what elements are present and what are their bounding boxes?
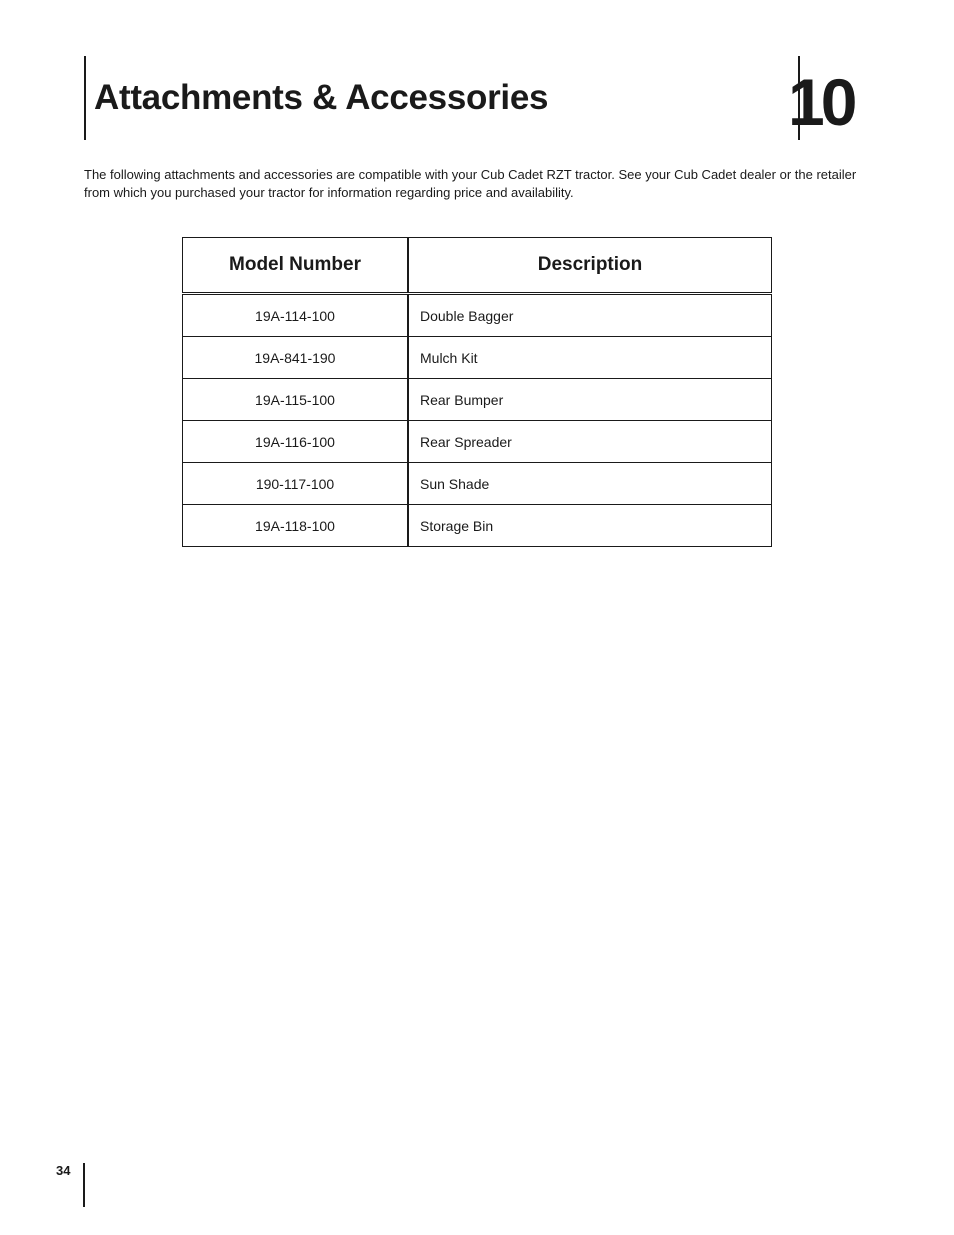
column-header-model-number: Model Number xyxy=(183,238,409,294)
page-number-rule xyxy=(83,1163,85,1207)
page-title: Attachments & Accessories xyxy=(94,78,549,117)
column-header-description: Description xyxy=(408,238,772,294)
table-row xyxy=(183,463,772,505)
table-row xyxy=(183,421,772,463)
intro-paragraph: The following attachments and accessories are compatible with your Cub Cadet RZT tractor. See your Cub Cadet dealer or the retailer from which you purchased your tractor for information regarding price and availability. xyxy=(84,167,857,200)
table-row xyxy=(183,294,772,337)
chapter-number: 10 xyxy=(788,65,854,139)
description-cell: Storage Bin xyxy=(408,505,772,547)
model-number-cell: 19A-118-100 xyxy=(183,505,409,547)
table-row xyxy=(183,505,772,547)
description-cell: Rear Spreader xyxy=(408,421,772,463)
model-number-cell: 19A-841-190 xyxy=(183,337,409,379)
description-cell: Sun Shade xyxy=(408,463,772,505)
description-cell: Mulch Kit xyxy=(408,337,772,379)
table-header-row xyxy=(183,238,772,294)
model-number-cell: 19A-115-100 xyxy=(183,379,409,421)
description-cell: Double Bagger xyxy=(408,294,772,337)
table-row xyxy=(183,379,772,421)
table-row xyxy=(183,337,772,379)
accessories-table xyxy=(182,237,772,547)
description-cell: Rear Bumper xyxy=(408,379,772,421)
model-number-cell: 19A-114-100 xyxy=(183,294,409,337)
model-number-cell: 19A-116-100 xyxy=(183,421,409,463)
model-number-cell: 190-117-100 xyxy=(183,463,409,505)
page-number: 34 xyxy=(56,1163,71,1178)
title-rule xyxy=(84,56,86,140)
